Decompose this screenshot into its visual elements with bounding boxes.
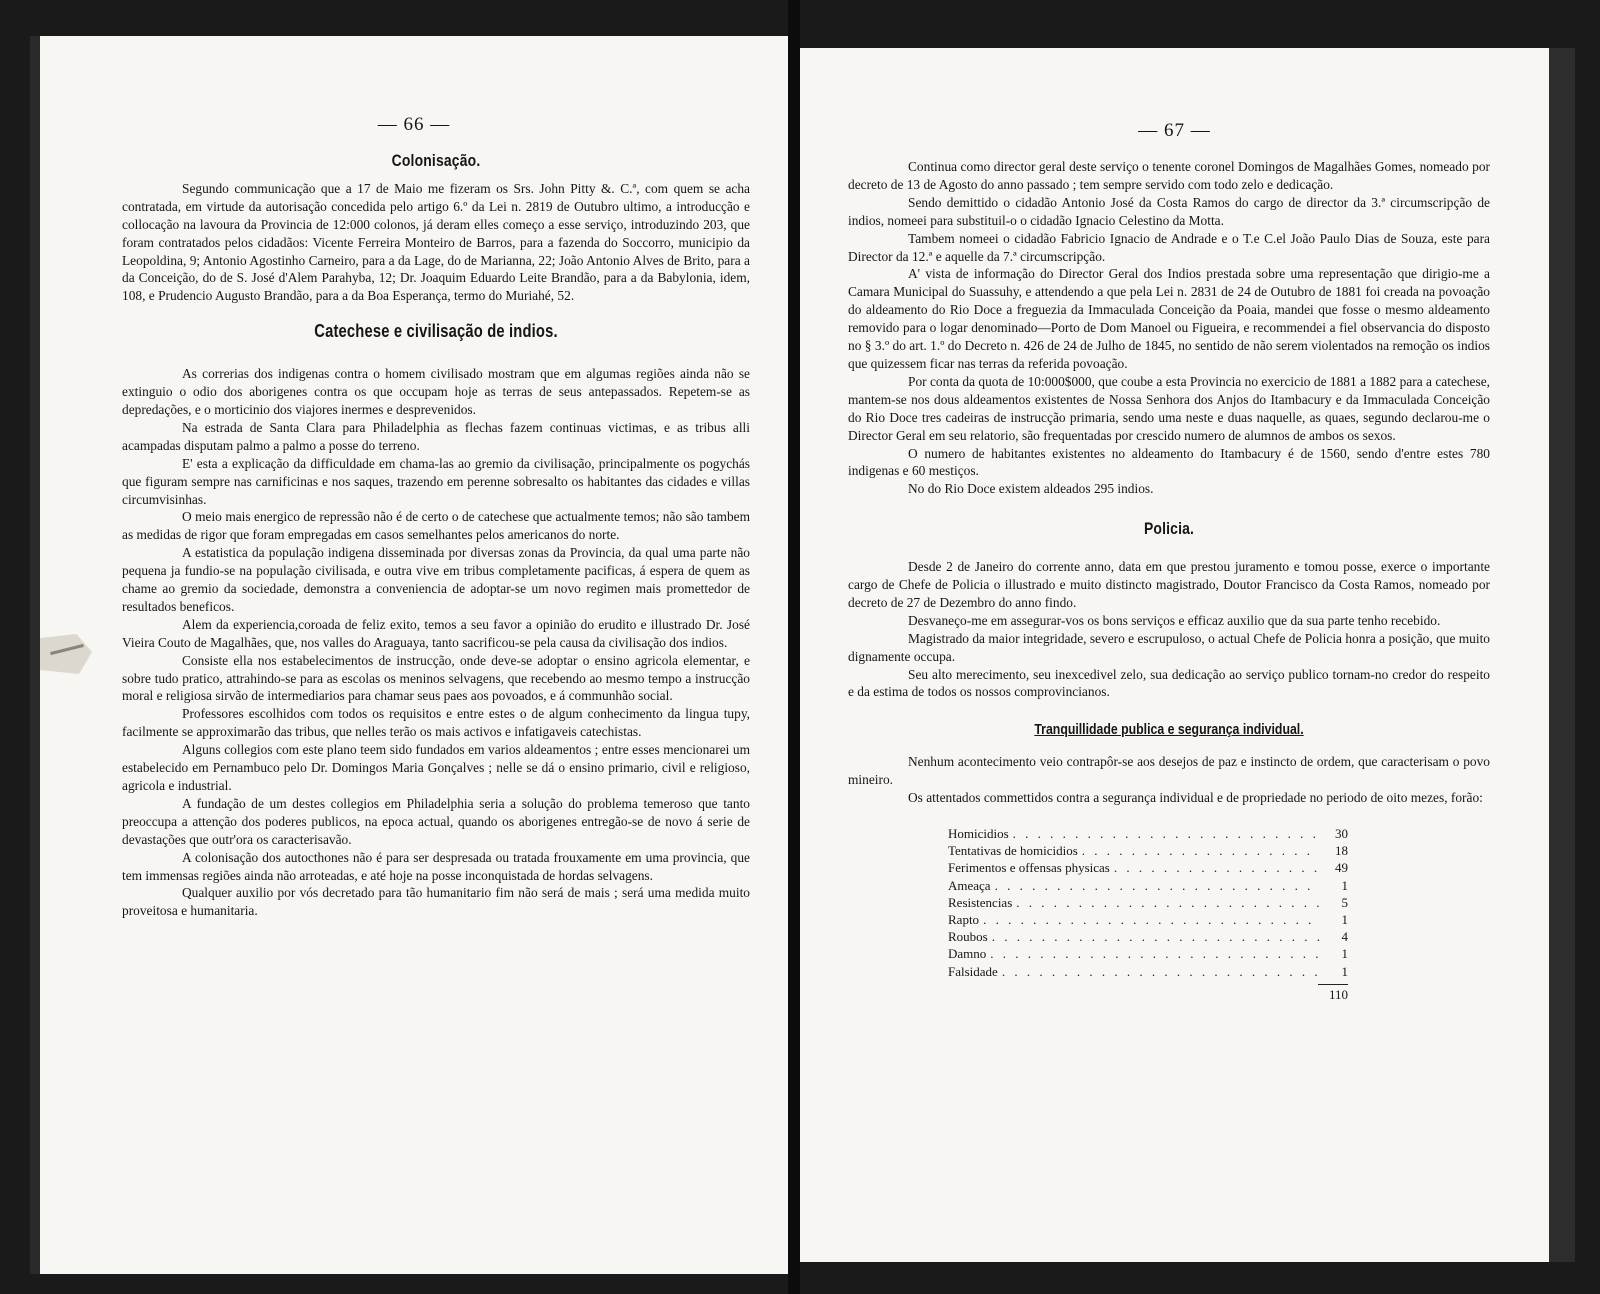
heading-catechese: Catechese e civilisação de indios. — [314, 321, 558, 342]
crime-count: 5 — [1341, 894, 1348, 910]
right-page — [800, 48, 1575, 1262]
paragraph: Continua como director geral deste serviço o tenente coronel Domingos de Magalhães Gomes, nomeado por decreto de 13 de Agosto do anno passado ; tem sempre servido com todo zelo e dedicação. — [848, 159, 1490, 192]
paragraph: Alguns collegios com este plano teem sido fundados em varios aldeamentos ; entre esses mencionarei um estabelecido em Pernambuco pelo Dr. Domingos Maria Gonçalves ; nelle se dá o ensino primario, civil e religioso, agricola e industrial. — [122, 742, 750, 793]
book-gutter — [788, 0, 800, 1294]
crime-label: Falsidade — [948, 963, 998, 979]
page-number-right: — 67 — — [1138, 120, 1211, 141]
leader-dots — [1016, 894, 1320, 911]
torn-paper-fragment — [40, 634, 92, 674]
crime-total-row — [948, 984, 1348, 1003]
paragraph: Professores escolhidos com todos os requisitos e entre estes o de algum conhecimento da lingua tupy, facilmente se approximarão das tribus, que nelles terão os mais activos e infatigaveis catechistas. — [122, 706, 750, 740]
paragraph: Tambem nomeei o cidadão Fabricio Ignacio de Andrade e o T.e C.el João Paulo Dias de Souza, este para Director da 12.ª e aquelle da 7.ª circumscripção. — [848, 230, 1490, 264]
paragraph: Desvaneço-me em assegurar-vos os bons serviços e efficaz auxilio que da sua parte tenho recebido. — [908, 612, 1441, 628]
crime-label: Homicidios — [948, 826, 1009, 841]
paragraph: No do Rio Doce existem aldeados 295 indios. — [908, 481, 1154, 497]
paragraph: E' esta a explicação da difficuldade em chama-las ao gremio da civilisação, principalmente os pogychás que figuram sempre nas carnificinas e nos saques, trazendo em perenne sobresalto os habitantes das cidades e villas circumvisinhas. — [122, 455, 750, 507]
crime-count: 1 — [1341, 912, 1348, 928]
crime-label: Resistencias — [948, 894, 1013, 910]
crime-count: 1 — [1341, 946, 1348, 962]
paragraph: Qualquer auxilio por vós decretado para tão humanitario fim não será de mais ; será uma medida muito proveitosa e humanitaria. — [122, 885, 750, 919]
paragraph: Alem da experiencia,coroada de feliz exito, temos a seu favor a opinião do erudito e illustrado Dr. José Vieira Couto de Magalhães, que, nos valles do Araguaya, tanto sacrificou-se pela causa da civilisação dos indios. — [122, 616, 750, 650]
crime-label: Ameaça — [948, 877, 991, 893]
paragraph: O numero de habitantes existentes no aldeamento do Itambacury é de 1560, sendo d'entre estes 780 indigenas e 60 mestiços. — [848, 445, 1490, 479]
left-page-content — [122, 146, 750, 920]
crime-row — [948, 877, 1348, 894]
crime-row — [948, 842, 1348, 859]
crime-label: Roubos — [948, 929, 988, 945]
heading-tranquillidade: Tranquillidade publica e segurança individual. — [1034, 721, 1304, 739]
paragraph: Desde 2 de Janeiro do corrente anno, data em que prestou juramento e tomou posse, exerce o importante cargo de Chefe de Policia o illustrado e muito distincto magistrado, Doutor Francisco da Costa Ramos, nomeado por decreto de 27 de Dezembro do anno findo. — [848, 559, 1490, 610]
heading-policia: Policia. — [1143, 519, 1195, 539]
paragraph: Sendo demittido o cidadão Antonio José da Costa Ramos do cargo de director da 3.ª circumscripção de indios, nomeei para substituil-o o cidadão Ignacio Celestino da Motta. — [848, 194, 1490, 228]
page-number-left: — 66 — — [377, 114, 451, 135]
paragraph: Na estrada de Santa Clara para Philadelphia as flechas fazem continuas victimas, e as tribus alli acampadas disputam palmo a palmo a posse do terreno. — [122, 419, 750, 453]
crime-count: 1 — [1341, 877, 1348, 893]
heading-colonisacao: Colonisação. — [391, 151, 481, 170]
crime-row — [948, 859, 1348, 876]
crime-count: 18 — [1335, 843, 1348, 859]
crime-row — [948, 911, 1348, 928]
crime-row — [948, 963, 1348, 980]
leader-dots — [1114, 859, 1320, 876]
paragraph: Seu alto merecimento, seu inexcedivel zelo, sua dedicação ao serviço publico tornam-no credor do respeito e da estima de todos os nossos comprovincianos. — [848, 666, 1490, 700]
crime-label: Ferimentos e offensas physicas — [948, 860, 1110, 876]
paragraph: A colonisação dos autocthones não é para ser despresada ou tratada frouxamente em uma provincia, que tem immensas regiões ainda não arroteadas, e até hoje na posse inconquistada de hordas selvagens. — [122, 849, 750, 883]
paragraph: As correrias dos indigenas contra o homem civilisado mostram que em algumas regiões ainda não se extinguio o odio dos aborigenes contra os que occupam hoje as terras de seus antepassados. Repetem-se as depredações, e o morticinio dos viajores inermes e desprevenidos. — [122, 366, 750, 417]
paragraph: Magistrado da maior integridade, severo e escrupuloso, o actual Chefe de Policia honra a posição, que muito dignamente occupa. — [848, 630, 1490, 664]
paragraph: A' vista de informação do Director Geral dos Indios prestada sobre uma representação que dirigio-me a Camara Municipal do Suassuhy, e attendendo a que pela Lei n. 2831 de 24 de Outubro de 1881 foi creada na povoação do aldeamento do Rio Doce a freguezia da Immaculada Conceição da Poaia, mandei que fosse o mesmo aldeamento removido para o logar denominado—Porto de Dom Manoel ou Figueira, e recommendei a fiel observancia do disposto no § 3.º do art. 1.º do Decreto n. 426 de 24 de Julho de 1845, no sentido de não serem violentados na remoção os indios que quizessem ficar nas terras da referida povoação. — [848, 266, 1490, 371]
paragraph: Consiste ella nos estabelecimentos de instrucção, onde deve-se adoptar o ensino agricola elementar, e sobre tudo pratico, attrahindo-se para as escolas os meninos selvagens, que recebendo ao mesmo tempo a instrucção moral e religiosa sirvão de intermediarios para chamar seus paes aos povoados, e á communhão social. — [122, 652, 750, 704]
leader-dots — [990, 945, 1320, 962]
crime-label: Damno — [948, 946, 987, 962]
right-page-content — [848, 158, 1490, 1003]
crime-row — [948, 825, 1348, 842]
paragraph: A estatistica da população indigena disseminada por diversas zonas da Provincia, da qual uma parte não pequena ja fundio-se na população civilisada, e outra vive em tribus completamente pacificas, á espera de quem as chame ao gremio da sociedade, demonstra a conveniencia de adoptar-se um novo regimen mais promettedor de resultados beneficos. — [122, 545, 750, 614]
leader-dots — [983, 911, 1320, 928]
crime-count: 4 — [1341, 929, 1348, 945]
leader-dots — [1002, 963, 1320, 980]
leader-dots — [992, 928, 1320, 945]
paragraph: A fundação de um destes collegios em Philadelphia seria a solução do problema temeroso que tanto preoccupa a attenção dos poderes publicos, na epoca actual, quando os aborigenes entregão-se de novo á serie de devastações que outr'ora os caracterisavão. — [122, 795, 750, 847]
crime-label: Rapto — [948, 912, 980, 928]
paragraph-colonisacao: Segundo communicação que a 17 de Maio me fizeram os Srs. John Pitty &. C.ª, com quem se acha contratada, em virtude da autorisação concedida pelo artigo 6.º da Lei n. 2819 de Outubro ultimo, a introducção e collocação na lavoura da Provincia de 12:000 colonos, já deram elles começo a esse serviço, introduzindo 203, que foram contratados pelos cidadãos: Vicente Ferreira Monteiro de Barros, para a fazenda do Soccorro, municipio da Leopoldina, 9; Antonio Agostinho Carneiro, para a da Lage, do de Marianna, 22; João Antonio Alves de Brito, para a da Conceição, do de S. José d'Alem Parahyba, 12; Dr. Joaquim Eduardo Leite Brandão, para a da Babylonia, idem, 108, e Prudencio Augusto Brandão, para a da Boa Esperança, termo do Muriahé, 52. — [122, 180, 750, 304]
leader-dots — [1013, 825, 1320, 842]
paragraph: O meio mais energico de repressão não é de certo o de catechese que actualmente temos; não são tambem as medidas de rigor que foram empregadas em casos semelhantes pelos americanos do norte. — [122, 509, 750, 543]
crime-row — [948, 894, 1348, 911]
left-page — [30, 36, 788, 1274]
crime-count: 49 — [1335, 860, 1348, 876]
leader-dots — [1082, 842, 1320, 859]
crime-label: Tentativas de homicidios — [948, 843, 1078, 859]
crime-count: 30 — [1335, 826, 1348, 841]
crime-count: 1 — [1341, 963, 1348, 979]
crime-total: 110 — [1318, 984, 1348, 1003]
crime-row — [948, 945, 1348, 962]
crime-row — [948, 928, 1348, 945]
paragraph: Os attentados commettidos contra a segurança individual e de propriedade no periodo de oito mezes, forão: — [908, 790, 1483, 806]
crime-statistics-table — [948, 825, 1348, 1003]
leader-dots — [995, 877, 1320, 894]
paragraph: Por conta da quota de 10:000$000, que coube a esta Provincia no exercicio de 1881 a 1882 para a catechese, mantem-se nos dous aldeamentos existentes de Nossa Senhora dos Anjos do Itambacury e da Immaculada Conceição do Rio Doce tres cadeiras de instrucção primaria, sendo uma neste e duas naquelle, as quaes, segundo declarou-me o Director Geral em seu relatorio, são frequentadas por crescido numero de alumnos de ambos os sexos. — [848, 373, 1490, 443]
paragraph: Nenhum acontecimento veio contrapôr-se aos desejos de paz e instincto de ordem, que caracterisam o povo mineiro. — [848, 754, 1490, 788]
